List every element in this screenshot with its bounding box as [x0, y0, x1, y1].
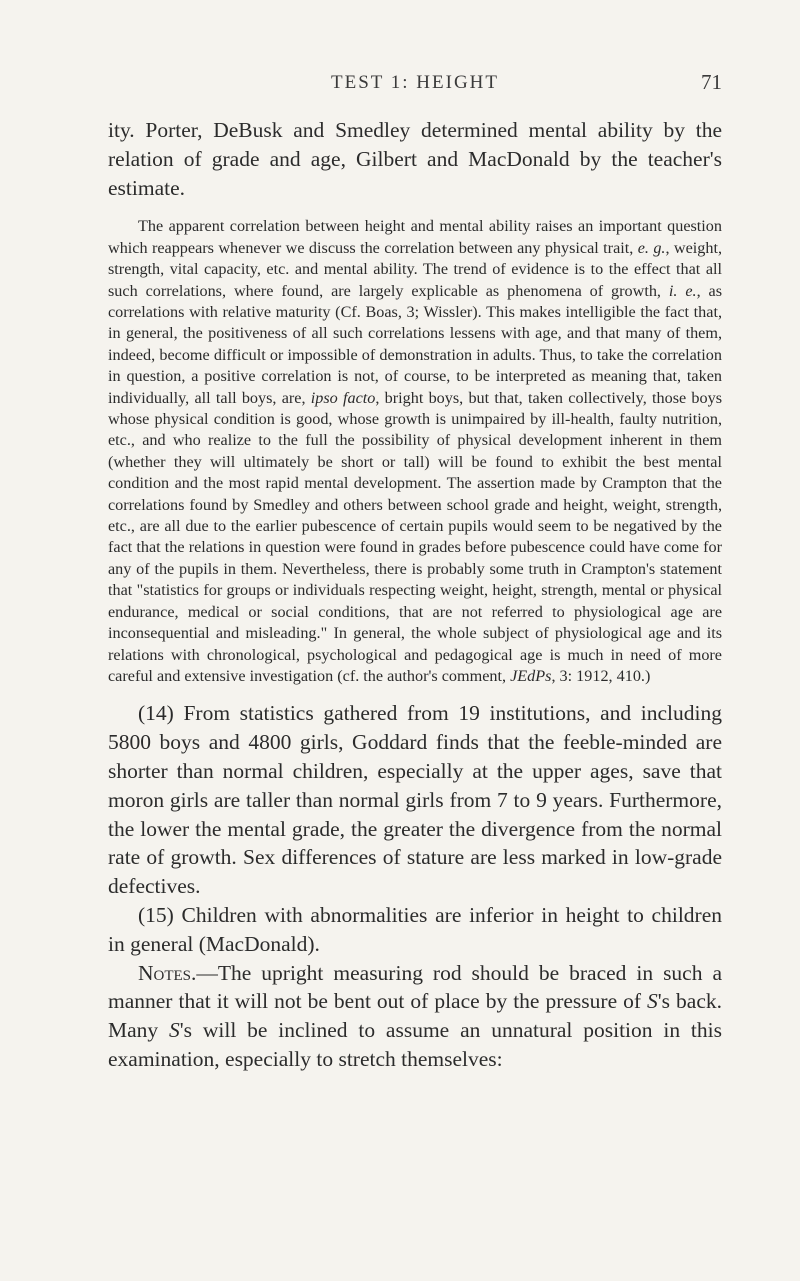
running-head-title: TEST 1: HEIGHT	[330, 72, 500, 93]
italic-term: e. g.	[637, 238, 666, 257]
text-run: The apparent correlation between height and mental ability raises an important question which reappears whenever we discuss the correlation between any physical trait,	[108, 217, 722, 257]
italic-term: ipso facto	[310, 388, 376, 407]
paragraph-maturity-discussion	[108, 216, 722, 687]
running-head	[108, 68, 722, 98]
notes-label: Notes.	[138, 960, 197, 985]
paragraph-15: (15) Children with abnormalities are inferior in height to children in general (MacDonald).	[108, 902, 722, 956]
paragraph-continuation: ity. Porter, DeBusk and Smedley determined mental ability by the relation of grade and age, Gilbert and MacDonald by the teacher's estimate.	[108, 118, 722, 200]
text-run: 's back. Many	[108, 989, 723, 1043]
text-run: , weight, strength, vital capacity, etc. and mental ability. The trend of evidence is to the effect that all such correlations, where found, are largely explicable as phenomena of growth,	[108, 238, 723, 300]
paragraph-notes	[108, 959, 722, 1074]
journal-citation: JEdPs	[510, 666, 552, 685]
text-run: —The upright measuring rod should be braced in such a manner that it will not be bent out of place by the pressure of	[108, 960, 722, 1014]
text-run: , bright boys, but that, taken collectively, those boys whose physical condition is good, whose growth is unimpaired by ill-health, faulty nutrition, etc., and who realize to the full the possibility of physical development inherent in them (whether they will ultimately be short or tall) will be found to exhibit the best mental condition and the most rapid mental development. The assertion made by Crampton that the correlations found by Smedley and others between school grade and height, weight, strength, etc., are all due to the earlier pubescence of certain pupils would seem to be negatived by the fact that the relations in question were found in grades before pubescence could have come for any of the pupils in them. Nevertheless, there is probably some truth in Crampton's statement that "statistics for groups or individuals respecting weight, height, strength, mental or physical endurance, medical or social conditions, that are not referred to physiological age are inconsequential and misleading." In general, the whole subject of physiological age and its relations with chronological, psychological and pedagogical age is much in need of more careful and extensive investigation (cf. the author's comment,	[108, 388, 723, 685]
book-page	[108, 68, 722, 1074]
text-run: , as correlations with relative maturity (Cf. Boas, 3; Wissler). This makes intelligible the fact that, in general, the positiveness of all such correlations lessens with age, and that many of them, indeed, become difficult or impossible of demonstration in adults. Thus, to take the correlation in question, a positive correlation is not, of course, to be interpreted as meaning that, taken individually, all tall boys, are,	[108, 281, 722, 407]
subject-abbrev: S	[169, 1018, 180, 1043]
italic-term: i. e.	[668, 281, 697, 300]
paragraph-14: (14) From statistics gathered from 19 institutions, and including 5800 boys and 4800 girls, Goddard finds that the feeble-minded are shorter than normal children, especially at the upper ages, save that moron girls are taller than normal girls from 7 to 9 years. Furthermore, the lower the mental grade, the greater the divergence from the normal rate of growth. Sex differences of stature are less marked in low-grade defectives.	[108, 701, 722, 899]
text-run: , 3: 1912, 410.)	[551, 666, 651, 685]
subject-abbrev: S	[647, 989, 658, 1014]
text-run: 's will be inclined to assume an unnatural position in this examination, especially to stretch themselves:	[108, 1018, 722, 1071]
page-number: 71	[701, 70, 722, 94]
